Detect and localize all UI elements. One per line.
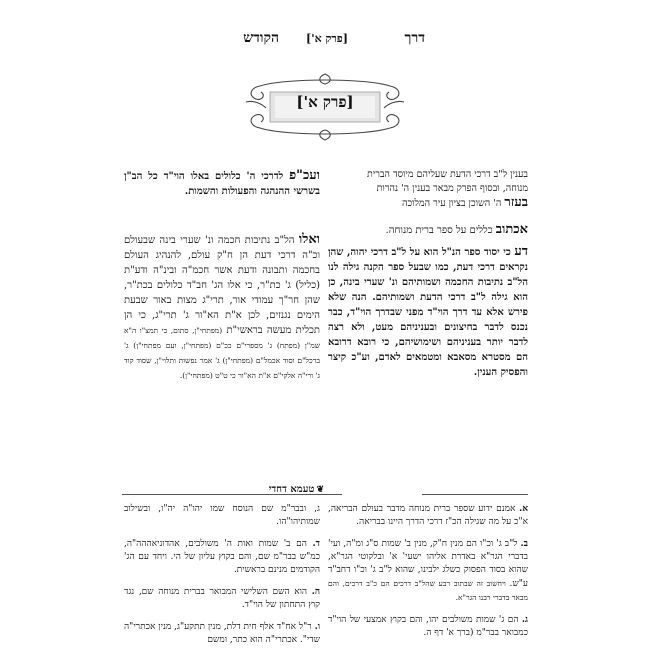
- footnote-text: ג, ובבר"מ שם הנוסח שמו יהו"ה יה"ו, ובשילוב שמותיהו"הו.: [124, 504, 320, 527]
- notes-section-title: [269, 484, 324, 495]
- footnote: [124, 586, 320, 612]
- footnote: [124, 621, 320, 647]
- running-header: [0, 30, 650, 50]
- main-paragraph: [124, 232, 320, 383]
- heading-paragraph: [328, 222, 528, 238]
- left-column-text: [124, 232, 320, 383]
- paragraph-text: כי יסוד ספר הנ"ל הוא על ל"ב דרכי יהוה, שהן נקראים דרכי דעת, כמו שבעל ספר הקנה גילה לנו הל"ב נתיבות החכמה ושמותיהם ונ' שערי בינה, כן הוא גילה ל"ב דרכי הדעת ושמותיהם. הנה שלא פירש אלא עד דרך הוי"ד מפני שבדרך הוי"ד, כבר נכנס לדבר בחיצונים ובעניניהם מעט, ולא רצה לדבר יותר בעניניהם ושימושיהם, כי רובא דרובא הם מסטרא מסאבא ומטמאים לאדם, וע"כ קיצר והפסיק הענין.: [328, 247, 528, 378]
- footnote-text: ר"ל אח"ד אלף חית דלת, מנין תתקע"ג, מנין אכתרי"ה שדי". אכתרי"ה הוא כתר, ומשם: [124, 622, 320, 645]
- footnote-label: א.: [519, 504, 528, 514]
- header-chapter-ref: [פרק א']: [306, 32, 348, 45]
- footnote-label: ד.: [312, 539, 320, 549]
- notes-title-text: טעמא דחדי: [268, 484, 315, 495]
- footnote-text: הם ב' שמות ואות ה' משולבים, אהדוניאההה"ה, כמ"ש בבר"מ שם, והם בקוץ עליון של הי. ויחד עם הג' הקודמים מנינם בראשית.: [124, 539, 320, 575]
- footnote: [124, 503, 320, 529]
- footnote: [328, 503, 528, 529]
- chapter-intro: [328, 168, 528, 211]
- footnote: [328, 614, 528, 640]
- footnote-label: ו.: [314, 622, 320, 632]
- notes-right-column: [328, 503, 528, 649]
- opening-word: ועכ"פ: [289, 168, 320, 183]
- footnote-text: הם ג' שמות משולבים יהו, והם בקוץ אמצעי של הוי"ד כמבואר בבר"מ (ברך א' דף ה.: [328, 615, 528, 638]
- left-column-lead: [124, 168, 320, 199]
- footnote-small-text: ויחשוב זה שבתוב רבע שהל"ב דרכים הם כ"ב דרכים, והם מבאר בדברי רבנו הגר"א.: [328, 579, 528, 602]
- footnote-text: ל"ב ג' וכ"ו הם מנין ח"ק, מנין ב' שמות ס"ג ומ"ה, ועי' בדברי הגר"א באדרת אליהו ישעי' א' ובלקוטי הגר"א, שהוא בסוד הפסוק כשלג ילבינו, שהוא ל"ב ג' וכ"ו דחב"ד ע"ש.: [328, 539, 528, 589]
- intro-invocation: [328, 196, 528, 211]
- intro-line: בענין ל"ב דרכי הדעת שעליהם מיוסד הברית: [367, 169, 528, 180]
- footnote: [328, 538, 528, 605]
- footnote-text: אמנם ידוע שספר ברית מנוחה מדבר בעולם הבריאה, א"כ על מה שגילה הכ"ז דרכי הדרך היינו בבריאה.: [328, 504, 528, 527]
- notes-divider: [122, 488, 528, 500]
- footnote-label: ב.: [520, 539, 528, 549]
- invocation-text: ה' השוכן בציון עיר המלוכה: [401, 198, 505, 209]
- header-hakodesh: הקודש: [243, 30, 279, 46]
- paragraph-small-text: (מפתחי"ן, סתום, כי תמצ"ו ה"א שמ"ן (מפתח) ג' מספרי"ם ככ"ם (מפתחי"ן, ועם מפתחי"ן) ג' ברכל"ם וסוד אכמל"ם (מפתחי"ן) ג' אמר נפשות ותלוי"ן, שסוד קוד ג' ורי"ה אלקי"ם א"ת הא"ור כי ט"ט (מפתחי"ן).: [124, 326, 320, 380]
- right-column-text: [328, 222, 528, 380]
- footnote-text: הוא השם השלישי המבואר בברית מנוחה שם, נגד קוץ התחתון של הוי"ד.: [124, 587, 320, 610]
- title-ornament-icon: ❦: [316, 485, 324, 495]
- divider-line: [422, 494, 528, 495]
- lead-paragraph: [124, 168, 320, 199]
- header-derech: דרך: [404, 30, 425, 46]
- notes-left-column: [124, 503, 320, 656]
- opening-word: ואלו: [298, 232, 320, 247]
- footnote: [124, 538, 320, 577]
- heading-text: כללים על ספר ברית מנוחה.: [385, 225, 496, 236]
- opening-word: דע: [514, 244, 528, 259]
- footnote-label: ג.: [521, 615, 528, 625]
- paragraph-text: הל"ב נתיבות חכמה ונ' שערי בינה שבעולם וכ"ה דרכי דעת הן ח"ק עולם, להנהיג העולם בחכמה ותבונה ודעת אשר חכמ"ה ובינ"ה ודע"ת (כליל) ג' כת"ר, כי אלו הג' חב"ד כלולים בכת"ר, שהן חר"ך עמודי אור, תרי"ג מצות באור שבעת הימים נגנזים, לכן א"ת הא"ור ג' תרי"ג, כי הן תכלית מעשה בראשי"ת: [124, 235, 320, 336]
- opening-word: בעזר: [504, 195, 528, 210]
- chapter-title: [פרק א']: [296, 93, 354, 111]
- intro-line: מנוחה, ובסוף הפרק מבאר בענין ה' נהרות: [376, 183, 528, 194]
- opening-word: אכתוב: [495, 222, 528, 237]
- footnote-label: ה.: [311, 587, 320, 597]
- main-paragraph: [328, 244, 528, 380]
- lead-text: לדרכי ה' כלולים באלו הוי"ד כל הב"ן בשרשי ההנהגה והפעולות והשמות.: [124, 171, 320, 197]
